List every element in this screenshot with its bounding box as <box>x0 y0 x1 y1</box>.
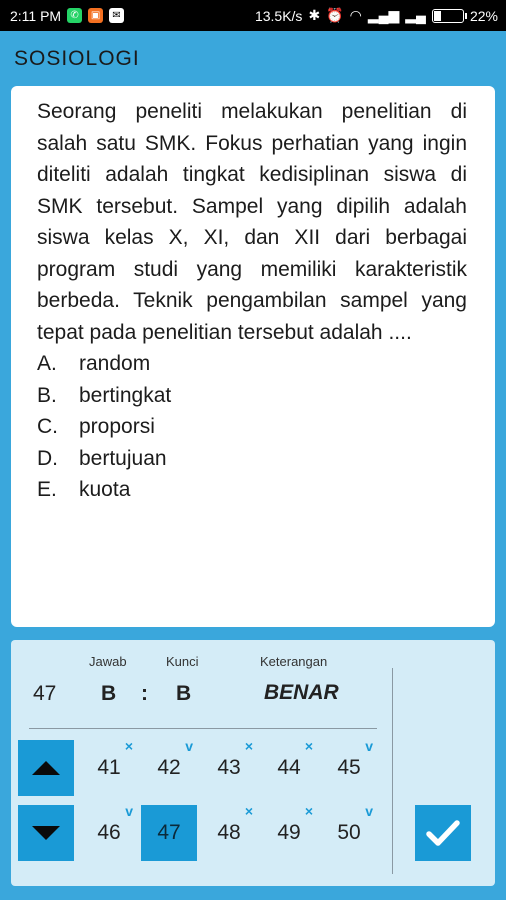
divider-horizontal <box>29 728 377 729</box>
signal-icon-2: ▂▄ <box>405 7 426 23</box>
battery-percent: 22% <box>469 7 498 24</box>
option-letter: C. <box>37 415 58 438</box>
question-card <box>11 86 495 627</box>
question-number-label: 46 <box>97 821 121 844</box>
wrong-mark-icon: × <box>304 738 313 754</box>
option-text: kuota <box>79 478 131 501</box>
alarm-icon: ⏰ <box>326 7 344 23</box>
wrong-mark-icon: × <box>124 738 133 754</box>
correct-mark-icon: v <box>185 738 193 754</box>
option-item[interactable] <box>37 380 467 412</box>
battery-icon <box>432 9 464 23</box>
question-number-button[interactable] <box>201 740 257 796</box>
header-keterangan: Keterangan <box>260 654 328 669</box>
submit-check-button[interactable] <box>415 805 471 861</box>
question-number-button[interactable] <box>321 805 377 861</box>
current-number: 47 <box>33 682 57 705</box>
correct-mark-icon: v <box>365 738 373 754</box>
option-item[interactable] <box>37 443 467 475</box>
option-letter: A. <box>37 352 57 375</box>
status-time: 2:11 PM <box>10 7 62 24</box>
question-number-label: 45 <box>337 756 361 779</box>
question-text: Seorang peneliti melakukan penelitian di salah satu SMK. Fokus perhatian yang ingin diteliti adalah tingkat kedisiplinan siswa di SMK tersebut. Sampel yang dipilih adalah siswa kelas X, XI, dan XII dari berbagai program studi yang memiliki karakteristik berbeda. Teknik pengambilan sampel yang tepat pada penelitian tersebut adalah .... <box>37 100 467 344</box>
option-letter: B. <box>37 383 57 407</box>
answer-separator: : <box>141 682 148 705</box>
option-text: proporsi <box>79 415 155 438</box>
option-text: random <box>79 352 151 375</box>
app-bar <box>0 31 506 87</box>
question-number-label: 50 <box>337 821 361 844</box>
signal-icon: ▂▄▆ <box>367 7 400 23</box>
status-bar-right <box>255 7 498 24</box>
prev-page-button[interactable] <box>18 740 74 796</box>
network-speed: 13.5K/s <box>254 7 303 24</box>
orange-app-icon: ▣ <box>88 8 103 23</box>
status-bar-left <box>10 8 124 24</box>
header-jawab: Jawab <box>89 654 127 669</box>
option-item[interactable] <box>37 348 467 380</box>
option-text: bertujuan <box>79 446 167 470</box>
question-number-button[interactable] <box>141 805 197 861</box>
options-list <box>37 348 467 506</box>
result-status: BENAR <box>264 681 339 704</box>
wrong-mark-icon: × <box>244 803 253 819</box>
wrong-mark-icon: × <box>304 803 313 819</box>
question-number-label: 42 <box>157 756 181 779</box>
wrong-mark-icon: × <box>244 738 253 754</box>
divider-vertical <box>392 668 393 874</box>
header-kunci: Kunci <box>166 654 199 669</box>
question-number-button[interactable] <box>81 805 137 861</box>
question-number-button[interactable] <box>141 740 197 796</box>
next-page-button[interactable] <box>18 805 74 861</box>
question-number-label: 47 <box>157 821 181 844</box>
status-bar <box>0 0 506 31</box>
message-icon: ✉ <box>109 8 124 23</box>
answer-value: B <box>101 682 117 705</box>
option-item[interactable] <box>37 411 467 443</box>
option-item[interactable] <box>37 474 467 506</box>
key-value: B <box>176 682 192 705</box>
checkmark-icon <box>425 818 461 848</box>
bluetooth-icon: ✱ <box>308 7 321 23</box>
arrow-down-icon <box>32 826 60 840</box>
option-text: bertingkat <box>79 383 172 407</box>
question-number-button[interactable] <box>81 740 137 796</box>
correct-mark-icon: v <box>125 803 133 819</box>
whatsapp-icon: ✆ <box>67 8 82 23</box>
question-number-button[interactable] <box>261 740 317 796</box>
question-number-button[interactable] <box>261 805 317 861</box>
page-title: SOSIOLOGI <box>14 47 140 70</box>
question-number-label: 41 <box>97 756 121 779</box>
question-number-label: 44 <box>277 756 301 779</box>
option-letter: E. <box>37 478 57 501</box>
question-number-button[interactable] <box>201 805 257 861</box>
question-number-label: 48 <box>217 821 241 844</box>
question-number-label: 43 <box>217 756 241 779</box>
question-number-label: 49 <box>277 821 301 844</box>
question-number-button[interactable] <box>321 740 377 796</box>
option-letter: D. <box>37 446 58 470</box>
correct-mark-icon: v <box>365 803 373 819</box>
wifi-icon: ◠ <box>349 7 362 23</box>
answer-panel <box>11 640 495 886</box>
arrow-up-icon <box>32 761 60 775</box>
